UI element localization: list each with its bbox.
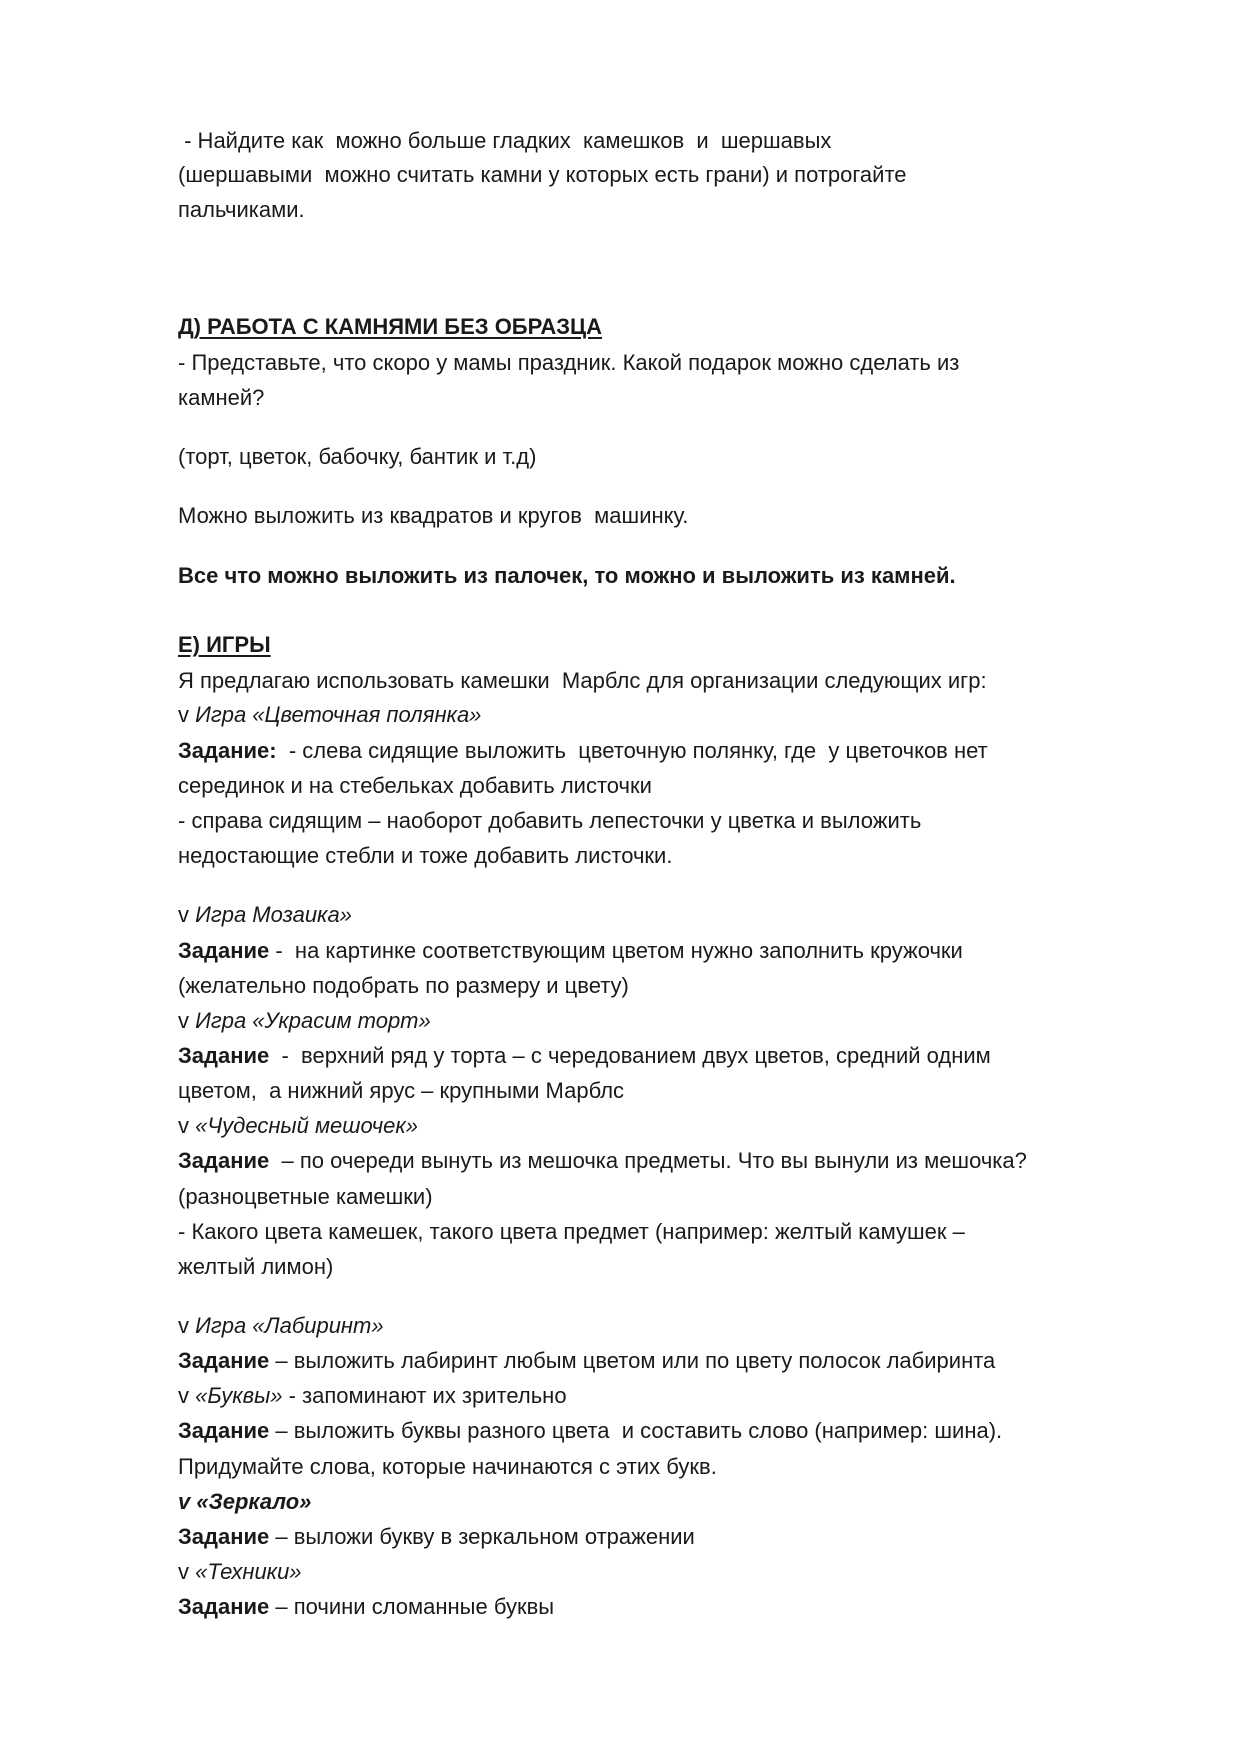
game-title <box>178 1383 567 1409</box>
paragraph-line: пальчиками. <box>178 197 305 222</box>
game-title <box>178 1559 302 1585</box>
paragraph-line: серединок и на стебельках добавить листочки <box>178 773 652 798</box>
game-title <box>178 1113 418 1139</box>
game-title-text: Игра «Цветочная полянка» <box>195 702 482 727</box>
paragraph-line: недостающие стебли и тоже добавить листочки. <box>178 843 673 868</box>
task-text: – по очереди вынуть из мешочка предметы. Что вы вынули из мешочка? <box>269 1148 1027 1173</box>
game-title-text: «Буквы» <box>195 1383 283 1408</box>
paragraph-line: (желательно подобрать по размеру и цвету) <box>178 973 629 998</box>
paragraph-line: Можно выложить из квадратов и кругов машинку. <box>178 503 689 528</box>
game-title <box>178 1008 431 1034</box>
bullet: v <box>178 1313 196 1338</box>
paragraph-line: - справа сидящим – наоборот добавить лепесточки у цветка и выложить <box>178 808 922 833</box>
bullet: v <box>178 1383 196 1408</box>
task-text: - верхний ряд у торта – с чередованием двух цветов, средний одним <box>269 1043 991 1068</box>
game-title-text: «Чудесный мешочек» <box>195 1113 419 1138</box>
task-line <box>178 1348 995 1374</box>
task-text: – выложить лабиринт любым цветом или по цвету полосок лабиринта <box>269 1348 996 1373</box>
section-heading-e: Е) ИГРЫ <box>178 632 271 657</box>
section-heading-d: Д) РАБОТА С КАМНЯМИ БЕЗ ОБРАЗЦА <box>178 314 602 339</box>
bullet: v <box>178 902 196 927</box>
bullet: v <box>178 1113 196 1138</box>
game-title-text: Игра «Лабиринт» <box>195 1313 384 1338</box>
paragraph-line: (разноцветные камешки) <box>178 1184 433 1209</box>
task-text: – выложи букву в зеркальном отражении <box>269 1524 695 1549</box>
task-text: – почини сломанные буквы <box>269 1594 555 1619</box>
bullet: v <box>178 1008 196 1033</box>
paragraph-line: цветом, а нижний ярус – крупными Марблс <box>178 1078 625 1103</box>
paragraph-line: - Найдите как можно больше гладких камешков и шершавых <box>178 128 832 153</box>
game-title-text: Игра «Украсим торт» <box>195 1008 431 1033</box>
task-line <box>178 1043 991 1069</box>
paragraph-line: (шершавыми можно считать камни у которых есть грани) и потрогайте <box>178 162 907 187</box>
task-line <box>178 738 988 764</box>
task-label: Задание <box>178 1043 270 1068</box>
paragraph-line: (торт, цветок, бабочку, бантик и т.д) <box>178 444 537 469</box>
task-text: – выложить буквы разного цвета и составить слово (например: шина). <box>269 1418 1003 1443</box>
task-label: Задание <box>178 938 270 963</box>
task-label: Задание <box>178 1418 270 1443</box>
task-line <box>178 1418 1002 1444</box>
task-line <box>178 1594 554 1620</box>
bullet: v <box>178 702 196 727</box>
game-title: v «Зеркало» <box>178 1489 312 1514</box>
task-line <box>178 938 963 964</box>
game-title-text: «Техники» <box>195 1559 302 1584</box>
task-line <box>178 1148 1027 1174</box>
game-title <box>178 702 481 728</box>
paragraph-line: камней? <box>178 385 265 410</box>
paragraph-line: Я предлагаю использовать камешки Марблс для организации следующих игр: <box>178 668 987 693</box>
task-text: - слева сидящие выложить цветочную полянку, где у цветочков нет <box>276 738 988 763</box>
game-title-suffix: - запоминают их зрительно <box>282 1383 567 1408</box>
bullet: v <box>178 1559 196 1584</box>
paragraph-line: Придумайте слова, которые начинаются с этих букв. <box>178 1454 717 1479</box>
task-line <box>178 1524 695 1550</box>
game-title <box>178 902 352 928</box>
game-title-text: Игра Мозаика» <box>195 902 352 927</box>
task-label: Задание <box>178 1148 270 1173</box>
bold-statement: Все что можно выложить из палочек, то можно и выложить из камней. <box>178 563 956 588</box>
paragraph-line: - Какого цвета камешек, такого цвета предмет (например: желтый камушек – <box>178 1219 965 1244</box>
paragraph-line: желтый лимон) <box>178 1254 334 1279</box>
task-label: Задание: <box>178 738 277 763</box>
task-label: Задание <box>178 1594 270 1619</box>
paragraph-line: - Представьте, что скоро у мамы праздник. Какой подарок можно сделать из <box>178 350 960 375</box>
task-label: Задание <box>178 1348 270 1373</box>
game-title <box>178 1313 384 1339</box>
task-text: - на картинке соответствующим цветом нужно заполнить кружочки <box>269 938 963 963</box>
task-label: Задание <box>178 1524 270 1549</box>
